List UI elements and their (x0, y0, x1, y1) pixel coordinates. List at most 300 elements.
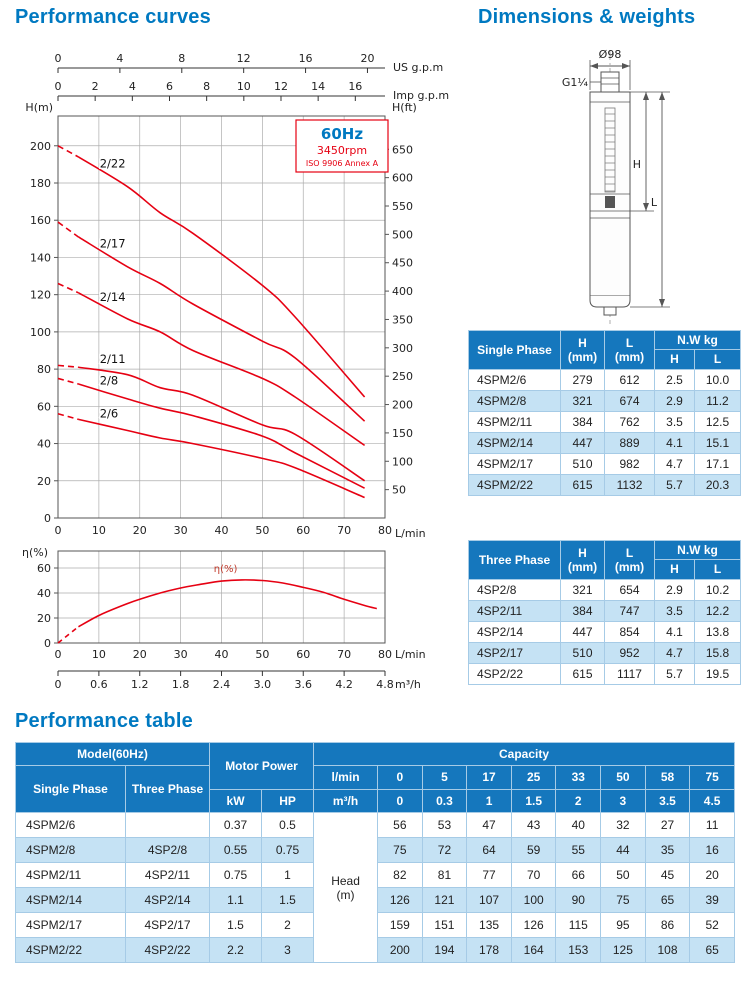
tick-label: 12 (236, 52, 251, 65)
tick-label: 50 (255, 524, 270, 537)
lmin-value-header: 58 (645, 766, 690, 789)
head-value: 65 (645, 888, 690, 913)
head-value: 39 (690, 888, 735, 913)
head-flow-chart (8, 40, 448, 542)
head-value: 50 (601, 863, 646, 888)
net-weight-sub-header: L (695, 350, 741, 369)
model-name: 4SPM2/11 (469, 411, 561, 432)
m3h-value-header: 0 (378, 789, 423, 812)
dim-table-row (469, 369, 741, 390)
header-row (16, 766, 735, 789)
head-value: 100 (511, 888, 556, 913)
dim-value: 952 (605, 642, 655, 663)
performance-table (15, 742, 735, 963)
tick-label: 8 (203, 80, 211, 93)
efficiency-curve-dashed (58, 627, 78, 643)
dim-table-row (469, 453, 741, 474)
dim-value: 612 (605, 369, 655, 390)
lmin-value-header: 33 (556, 766, 601, 789)
tick-label: 140 (30, 251, 51, 265)
axis-title: L/min (395, 648, 426, 661)
head-value: 159 (378, 913, 423, 938)
dim-arrow (643, 203, 649, 211)
kw-value: 0.37 (210, 813, 262, 838)
single-phase-model: 4SPM2/11 (16, 863, 126, 888)
dim-table-row (469, 411, 741, 432)
tick-label: 40 (37, 437, 51, 451)
head-value: 35 (645, 838, 690, 863)
dim-value: 384 (561, 600, 605, 621)
hp-value: 2 (262, 913, 314, 938)
model-name: 4SPM2/17 (469, 453, 561, 474)
axis-title: H(m) (25, 101, 53, 114)
head-value: 66 (556, 863, 601, 888)
net-weight-sub-header: H (655, 560, 695, 579)
h-dim-label: H (632, 158, 641, 171)
tick-label: 60 (296, 524, 311, 537)
tick-label: 60 (37, 562, 51, 575)
head-value: 126 (511, 913, 556, 938)
tick-label: 10 (91, 648, 106, 661)
kw-value: 2.2 (210, 938, 262, 963)
dim-table-row (469, 621, 741, 642)
head-value: 70 (511, 863, 556, 888)
efficiency-chart (8, 545, 448, 697)
tick-label: 4 (128, 80, 136, 93)
badge-frequency: 60Hz (320, 125, 364, 143)
tick-label: 160 (30, 214, 51, 228)
single-phase-model: 4SPM2/17 (16, 913, 126, 938)
three-phase-dimensions-table (468, 540, 741, 685)
m3h-value-header: 2 (556, 789, 601, 812)
head-value: 75 (601, 888, 646, 913)
dim-arrow (590, 63, 598, 69)
tick-label: 50 (392, 483, 406, 497)
lmin-value-header: 17 (467, 766, 512, 789)
three-phase-model (126, 813, 210, 838)
performance-row (16, 813, 735, 838)
kw-value: 0.55 (210, 838, 262, 863)
tick-label: 2 (91, 80, 99, 93)
tick-label: 2.4 (212, 678, 231, 691)
head-value: 151 (422, 913, 467, 938)
badge-rpm: 3450rpm (316, 144, 368, 157)
m3h-value-header: 4.5 (690, 789, 735, 812)
l-mm-header: L (mm) (605, 331, 655, 370)
lmin-header: l/min (314, 766, 378, 789)
tick-label: 400 (392, 285, 413, 299)
badge-standard: ISO 9906 Annex A (305, 159, 379, 168)
head-value: 115 (556, 913, 601, 938)
hp-value: 0.75 (262, 838, 314, 863)
tick-label: 0 (54, 80, 62, 93)
dim-table-row (469, 642, 741, 663)
dim-value: 15.8 (695, 642, 741, 663)
model-name: 4SP2/11 (469, 600, 561, 621)
dim-value: 3.5 (655, 600, 695, 621)
tick-label: 14 (311, 80, 326, 93)
curve-label: 2/11 (99, 351, 126, 366)
lmin-value-header: 5 (422, 766, 467, 789)
axis-title: L/min (395, 527, 426, 540)
dim-arrow (622, 63, 630, 69)
head-value: 55 (556, 838, 601, 863)
axis-title: US g.p.m (393, 61, 444, 74)
head-value: 56 (378, 813, 423, 838)
single-phase-header: Single Phase (16, 766, 126, 813)
model-header: Model(60Hz) (16, 743, 210, 766)
dim-value: 747 (605, 600, 655, 621)
lmin-value-header: 75 (690, 766, 735, 789)
hp-value: 0.5 (262, 813, 314, 838)
tick-label: 4.8 (376, 678, 394, 691)
tick-label: 30 (173, 524, 188, 537)
diameter-label: Ø98 (598, 48, 622, 61)
single-phase-model: 4SPM2/22 (16, 938, 126, 963)
kw-value: 1.5 (210, 913, 262, 938)
dimensions-weights-heading: Dimensions & weights (478, 6, 696, 28)
tick-label: 550 (392, 200, 413, 214)
tick-label: 100 (392, 455, 413, 469)
tick-label: 6 (165, 80, 173, 93)
model-name: 4SP2/22 (469, 663, 561, 684)
motor-cap (590, 296, 630, 307)
table-header (469, 331, 741, 370)
dim-value: 5.7 (655, 474, 695, 495)
tick-label: 80 (378, 524, 392, 537)
dim-value: 5.7 (655, 663, 695, 684)
dim-value: 12.2 (695, 600, 741, 621)
performance-table-heading: Performance table (15, 710, 193, 732)
three-phase-model: 4SP2/22 (126, 938, 210, 963)
curve-label: 2/22 (99, 156, 126, 171)
curve-label: 2/17 (99, 236, 126, 251)
dim-value: 321 (561, 390, 605, 411)
dim-table-row (469, 432, 741, 453)
curve-2-8 (58, 374, 365, 489)
head-value: 27 (645, 813, 690, 838)
net-weight-sub-header: H (655, 350, 695, 369)
dim-value: 447 (561, 432, 605, 453)
head-value: 45 (645, 863, 690, 888)
head-value: 44 (601, 838, 646, 863)
tick-label: 8 (178, 52, 186, 65)
tick-label: 10 (91, 524, 106, 537)
efficiency-curve (78, 580, 376, 627)
tick-label: 350 (392, 313, 413, 327)
dim-value: 10.2 (695, 579, 741, 600)
table-header (469, 541, 741, 580)
tick-label: 4 (116, 52, 124, 65)
head-value: 16 (690, 838, 735, 863)
tick-label: 650 (392, 143, 413, 157)
tick-label: 80 (37, 363, 51, 377)
curve-dashed-start (58, 414, 78, 420)
dim-value: 510 (561, 453, 605, 474)
head-value: 135 (467, 913, 512, 938)
tick-label: 30 (173, 648, 188, 661)
dim-value: 510 (561, 642, 605, 663)
tick-label: 0 (44, 637, 51, 650)
tick-label: 3.6 (294, 678, 313, 691)
dim-value: 384 (561, 411, 605, 432)
tick-label: 3.0 (253, 678, 272, 691)
dim-value: 854 (605, 621, 655, 642)
axis-title: Imp g.p.m (393, 89, 450, 102)
head-value: 47 (467, 813, 512, 838)
curve-dashed-start (58, 365, 78, 367)
net-weight-sub-header: L (695, 560, 741, 579)
tick-label: 60 (37, 400, 51, 414)
axis-title: H(ft) (392, 101, 417, 114)
tick-label: 20 (360, 52, 375, 65)
curve-dashed-start (58, 378, 78, 384)
m3h-value-header: 1.5 (511, 789, 556, 812)
three-phase-model: 4SP2/17 (126, 913, 210, 938)
h-mm-header: H (mm) (561, 331, 605, 370)
net-weight-header: N.W kg (655, 331, 741, 350)
lmin-value-header: 0 (378, 766, 423, 789)
head-value: 178 (467, 938, 512, 963)
hp-value: 1.5 (262, 888, 314, 913)
head-value: 52 (690, 913, 735, 938)
three-phase-model: 4SP2/8 (126, 838, 210, 863)
head-value: 11 (690, 813, 735, 838)
tick-label: 150 (392, 426, 413, 440)
tick-label: 250 (392, 370, 413, 384)
kw-value: 1.1 (210, 888, 262, 913)
dim-value: 889 (605, 432, 655, 453)
tick-label: 50 (255, 648, 270, 661)
dim-value: 982 (605, 453, 655, 474)
head-value: 194 (422, 938, 467, 963)
curve-annotation: η(%) (213, 563, 238, 575)
pump-dimension-diagram (538, 46, 708, 331)
dim-table-row (469, 663, 741, 684)
header-row (16, 743, 735, 766)
phase-header: Single Phase (469, 331, 561, 370)
tick-label: 500 (392, 228, 413, 242)
head-value: 82 (378, 863, 423, 888)
curve-dashed-start (58, 146, 78, 157)
curve-label: 2/14 (99, 289, 126, 304)
tick-label: 0.6 (90, 678, 108, 691)
dim-value: 17.1 (695, 453, 741, 474)
tick-label: 16 (348, 80, 363, 93)
tick-label: 450 (392, 256, 413, 270)
dim-value: 1117 (605, 663, 655, 684)
head-value: 90 (556, 888, 601, 913)
m3h-value-header: 3.5 (645, 789, 690, 812)
tick-label: 40 (37, 587, 51, 600)
hp-value: 3 (262, 938, 314, 963)
tick-label: 120 (30, 288, 51, 302)
l-mm-header: L (mm) (605, 541, 655, 580)
tick-label: 60 (296, 648, 311, 661)
tick-label: 200 (30, 139, 51, 153)
tick-label: 16 (298, 52, 313, 65)
dim-value: 762 (605, 411, 655, 432)
curve-dashed-start (58, 222, 78, 237)
tick-label: 10 (236, 80, 251, 93)
dim-value: 2.9 (655, 390, 695, 411)
head-value: 65 (690, 938, 735, 963)
dim-value: 10.0 (695, 369, 741, 390)
dim-value: 4.7 (655, 453, 695, 474)
head-value: 64 (467, 838, 512, 863)
dim-value: 1132 (605, 474, 655, 495)
head-value: 121 (422, 888, 467, 913)
dim-value: 654 (605, 579, 655, 600)
model-name: 4SPM2/14 (469, 432, 561, 453)
dim-value: 615 (561, 663, 605, 684)
kw-header: kW (210, 789, 262, 812)
hp-value: 1 (262, 863, 314, 888)
dim-value: 11.2 (695, 390, 741, 411)
three-phase-model: 4SP2/11 (126, 863, 210, 888)
head-value: 75 (378, 838, 423, 863)
head-value: 108 (645, 938, 690, 963)
dim-arrow (643, 92, 649, 100)
dim-value: 674 (605, 390, 655, 411)
tick-label: 4.2 (335, 678, 353, 691)
curve-dashed-start (58, 284, 78, 293)
m3h-header: m³/h (314, 789, 378, 812)
hp-header: HP (262, 789, 314, 812)
axis-title: η(%) (22, 546, 49, 559)
dim-value: 3.5 (655, 411, 695, 432)
tick-label: 0 (54, 678, 62, 691)
curve-label: 2/8 (99, 373, 119, 388)
single-phase-model: 4SPM2/14 (16, 888, 126, 913)
head-value: 95 (601, 913, 646, 938)
tick-label: 70 (337, 648, 352, 661)
head-value: 40 (556, 813, 601, 838)
intake-band (605, 196, 615, 208)
kw-value: 0.75 (210, 863, 262, 888)
tick-label: 300 (392, 341, 413, 355)
tick-label: 20 (37, 612, 51, 625)
dim-table-row (469, 600, 741, 621)
tick-label: 1.8 (171, 678, 190, 691)
l-dim-label: L (650, 196, 657, 209)
dim-table-row (469, 390, 741, 411)
head-unit-label: Head (m) (314, 813, 378, 963)
dim-arrow (659, 299, 665, 307)
dim-value: 13.8 (695, 621, 741, 642)
tick-label: 0 (54, 52, 62, 65)
head-value: 43 (511, 813, 556, 838)
net-weight-header: N.W kg (655, 541, 741, 560)
model-name: 4SP2/14 (469, 621, 561, 642)
tick-label: 80 (378, 648, 392, 661)
header-row (469, 541, 741, 560)
tick-label: 1.2 (131, 678, 149, 691)
tick-label: 100 (30, 325, 51, 339)
model-name: 4SP2/8 (469, 579, 561, 600)
tick-label: 40 (214, 648, 229, 661)
model-name: 4SPM2/6 (469, 369, 561, 390)
dim-value: 447 (561, 621, 605, 642)
dim-value: 19.5 (695, 663, 741, 684)
dim-value: 4.1 (655, 621, 695, 642)
head-value: 81 (422, 863, 467, 888)
dim-arrow (659, 92, 665, 100)
tick-label: 20 (37, 474, 51, 488)
head-value: 126 (378, 888, 423, 913)
dim-value: 4.1 (655, 432, 695, 453)
m3h-value-header: 1 (467, 789, 512, 812)
head-value: 125 (601, 938, 646, 963)
head-value: 72 (422, 838, 467, 863)
dim-value: 20.3 (695, 474, 741, 495)
pump-body (590, 72, 630, 315)
m3h-value-header: 0.3 (422, 789, 467, 812)
single-phase-model: 4SPM2/6 (16, 813, 126, 838)
head-value: 200 (378, 938, 423, 963)
tick-label: 180 (30, 177, 51, 190)
tick-label: 20 (132, 524, 147, 537)
single-phase-model: 4SPM2/8 (16, 838, 126, 863)
dim-value: 615 (561, 474, 605, 495)
h-mm-header: H (mm) (561, 541, 605, 580)
dim-table-row (469, 474, 741, 495)
model-name: 4SPM2/22 (469, 474, 561, 495)
head-value: 53 (422, 813, 467, 838)
head-value: 107 (467, 888, 512, 913)
table-header (16, 743, 735, 813)
tick-label: 40 (214, 524, 229, 537)
lmin-value-header: 25 (511, 766, 556, 789)
pump-outlet (601, 72, 619, 92)
model-name: 4SP2/17 (469, 642, 561, 663)
header-row (469, 331, 741, 350)
axis-title: m³/h (395, 678, 421, 691)
dim-value: 321 (561, 579, 605, 600)
motor-power-header: Motor Power (210, 743, 314, 790)
head-value: 32 (601, 813, 646, 838)
dim-value: 4.7 (655, 642, 695, 663)
head-value: 153 (556, 938, 601, 963)
tick-label: 600 (392, 171, 413, 185)
single-phase-dimensions-table (468, 330, 741, 496)
spec-badge (296, 120, 388, 172)
tick-label: 12 (273, 80, 288, 93)
dim-table-row (469, 579, 741, 600)
tick-label: 0 (54, 524, 62, 537)
head-value: 59 (511, 838, 556, 863)
capacity-header: Capacity (314, 743, 735, 766)
dim-value: 15.1 (695, 432, 741, 453)
head-value: 77 (467, 863, 512, 888)
tick-label: 0 (44, 512, 51, 525)
dim-value: 2.5 (655, 369, 695, 390)
curve-label: 2/6 (99, 406, 119, 421)
head-value: 164 (511, 938, 556, 963)
three-phase-model: 4SP2/14 (126, 888, 210, 913)
thread-label: G1¼ (561, 76, 588, 89)
performance-curves-heading: Performance curves (15, 6, 211, 28)
three-phase-header: Three Phase (126, 766, 210, 813)
m3h-value-header: 3 (601, 789, 646, 812)
motor-stub (604, 307, 616, 315)
dim-value: 12.5 (695, 411, 741, 432)
phase-header: Three Phase (469, 541, 561, 580)
tick-label: 200 (392, 398, 413, 412)
lmin-value-header: 50 (601, 766, 646, 789)
tick-label: 0 (54, 648, 62, 661)
dim-value: 279 (561, 369, 605, 390)
